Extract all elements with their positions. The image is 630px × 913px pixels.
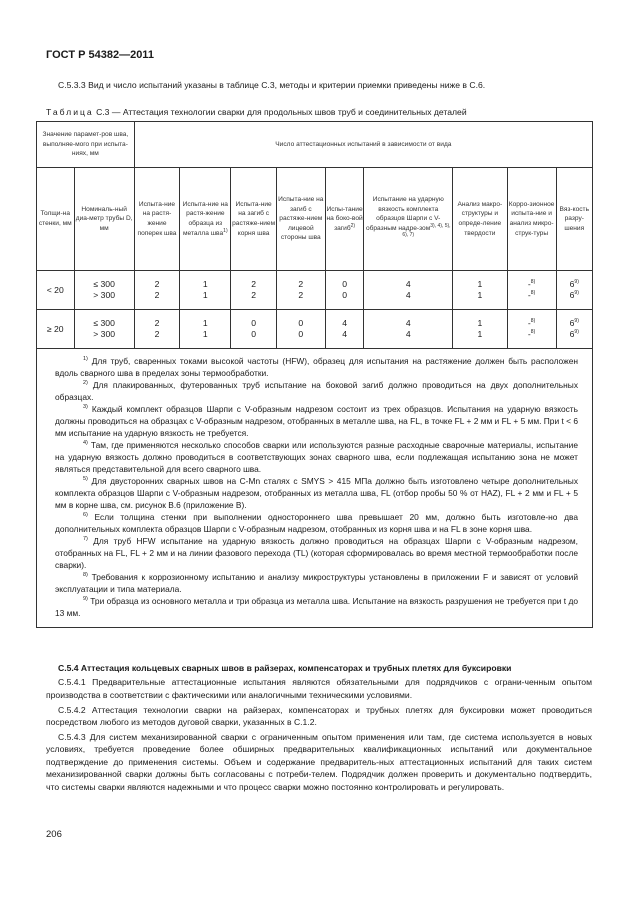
test-count-cell: 0 0 [231, 310, 276, 349]
column-header: Испыта-ние на растя-жение образца из металла шва$^{1)}$ [180, 168, 231, 271]
test-count-cell: 1 1 [453, 310, 508, 349]
footnote: $^{4)}$ Там, где применяются несколько способов сварки или используются разные расходные сварочные материалы, испытание на ударную вязкость должно проводиться в соответствующих зонах сварного шва, если подлежащая испытанию зона не может являться представительной для всего сварного шва. [55, 440, 579, 474]
column-header: Корро-зионное испыта-ние и анализ микро-струк-туры [507, 168, 556, 271]
column-header: Вяз-кость разру-шения [556, 168, 592, 271]
page-number: 206 [46, 829, 62, 840]
test-count-cell: 2 2 [134, 271, 179, 310]
attestation-table [36, 121, 593, 628]
test-count-cell: 0 0 [325, 271, 364, 310]
wall-thickness-cell: ≥ 20 [37, 310, 75, 349]
test-count-cell: 1 1 [453, 271, 508, 310]
section-paragraph: С.5.4.1 Предварительные аттестационные испытания являются обязательными для подрядчиков с ограни-ченным опытом производства в соответствии с фактическими или аналогичными техническими условиями. [46, 677, 592, 700]
test-count-cell: 2 2 [231, 271, 276, 310]
intro-paragraph: С.5.3.3 Вид и число испытаний указаны в таблице С.3, методы и критерии приемки приведены ниже в С.6. [58, 80, 486, 90]
table-caption [46, 107, 596, 117]
footnote: $^{8)}$ Требования к коррозионному испытанию и анализу микроструктуры установлены в приложении F и зависят от условий эксплуатации и типа материала. [55, 572, 579, 594]
test-count-cell: 2 2 [276, 271, 325, 310]
table-caption-text: С.3 — Аттестация технологии сварки для продольных швов труб и соединительных деталей [93, 107, 467, 117]
test-count-cell: 6$^{9)}$ 6$^{9)}$ [556, 271, 592, 310]
column-header: Испыта-ние на растя-жение поперек шва [134, 168, 179, 271]
footnote: $^{3)}$ Каждый комплект образцов Шарпи с V-образным надрезом состоит из трех образцов. Испытания на ударную вязкость должны проводиться на образцах с V-образным надрезом, отобранных в металле шва, на FL, в точке FL + 2 мм и FL + 5 мм. При t < 6 мм испытание на ударную вязкость не требуется. [55, 404, 579, 438]
footnote-marker: 1) [223, 227, 228, 234]
footnote: $^{9)}$ Три образца из основного металла и три образца из металла шва. Испытание на вязкость разрушения не требуется при t до 13 мм. [55, 596, 579, 618]
test-count-cell: 6$^{9)}$ 6$^{9)}$ [556, 310, 592, 349]
test-count-cell: 1 1 [180, 271, 231, 310]
document-code: ГОСТ Р 54382—2011 [46, 49, 154, 61]
test-count-cell: 4 4 [325, 310, 364, 349]
column-header: Номиналь-ный диа-метр трубы D, мм [74, 168, 134, 271]
test-count-cell: 0 0 [276, 310, 325, 349]
footnote: $^{5)}$ Для двусторонних сварных швов на C-Mn сталях с SMYS > 415 МПа должно быть изготовлено четыре дополнительных комплекта образцов Шарпи с V-образным надрезом, отобранных из металла шва, FL (отбор пробы 50 % от HAZ), FL + 2 мм и FL + 5 мм в корне шва, см. рисунок В.6 (приложение В). [55, 476, 579, 510]
column-header: Анализ макро-структуры и опреде-ление твердости [453, 168, 508, 271]
section-title: С.5.4 Аттестация кольцевых сварных швов в райзерах, компенсаторах и трубных плетях для буксировки [58, 663, 512, 673]
section-c54 [46, 662, 592, 796]
footnote-marker: 2) [350, 222, 356, 229]
test-count-cell: 4 4 [364, 310, 453, 349]
column-header: Испыта-ние на загиб с растяже-нием корня шва [231, 168, 276, 271]
column-header: Испытание на ударную вязкость комплекта образцов Шарпи с V-образным надре-зом$^{3), 4), 5), 6), 7)}$ [364, 168, 453, 271]
footnote: $^{6)}$ Если толщина стенки при выполнении одностороннего шва превышает 20 мм, должно быть изготовле-но два дополнительных комплекта образцов Шарпи с V-образным надрезом, отобранных из корня шва и на FL в зоне корня шва. [55, 512, 578, 534]
column-header: Испыта-ние на загиб с растяже-нием лицевой стороны шва [276, 168, 325, 271]
footnote: $^{7)}$ Для труб HFW испытание на ударную вязкость должно проводиться на образцах Шарпи с V-образным надрезом, отобранных на FL, FL + 2 мм и на линии фазового перехода (TL) (которая сформировалась во время местной термообработки после сварки). [55, 536, 578, 570]
diameter-cell: ≤ 300 > 300 [74, 271, 134, 310]
column-header: Испы-тание на боко-вой загиб$^{2)}$ [325, 168, 364, 271]
test-count-cell: -$^{8)}$ -$^{8)}$ [507, 271, 556, 310]
section-paragraph: С.5.4.3 Для систем механизированной сварки с ограниченным опытом применения или там, где система используется в новых условиях, требуется проведение более обширных предварительных квалификационных испытаний или документальное подтверждение до применения системы. Объем и содержание предваритель-ных аттестационных испытаний для таких систем механизированной сварки должны быть согласованы с потреби-телем. Подрядчик должен проверить и документально подтвердить, что системы сварки являются надежными и что процесс сварки можно постоянно контролировать и регулировать. [46, 732, 592, 792]
test-count-cell: 4 4 [364, 271, 453, 310]
section-paragraph: С.5.4.2 Аттестация технологии сварки на райзерах, компенсаторах и трубных плетях для буксировки может проводиться посредством любого из методов дуговой сварки, указанных в С.1.2. [46, 704, 592, 728]
table-caption-word: Таблица [46, 107, 94, 117]
table-footnotes [37, 349, 593, 628]
diameter-cell: ≤ 300 > 300 [74, 310, 134, 349]
wall-thickness-cell: < 20 [37, 271, 75, 310]
footnote-marker: 3), 4), 5), 6), 7) [402, 222, 451, 239]
column-header: Толщи-на стенки, мм [37, 168, 75, 271]
test-count-header: Число аттестационных испытаний в зависимости от вида [134, 122, 592, 168]
test-count-cell: 2 2 [134, 310, 179, 349]
test-count-cell: 1 1 [180, 310, 231, 349]
test-count-cell: -$^{8)}$ -$^{8)}$ [507, 310, 556, 349]
footnote: $^{2)}$ Для плакированных, футерованных труб испытание на боковой загиб должно проводиться на двух дополнительных образцах. [55, 380, 579, 402]
param-group-header: Значение парамет-ров шва, выполняе-мого при испыта-ниях, мм [37, 122, 135, 168]
footnote: $^{1)}$ Для труб, сваренных токами высокой частоты (HFW), образец для испытания на растяжение должен быть расположен вдоль сварного шва в пределах зоны термообработки. [55, 356, 579, 378]
